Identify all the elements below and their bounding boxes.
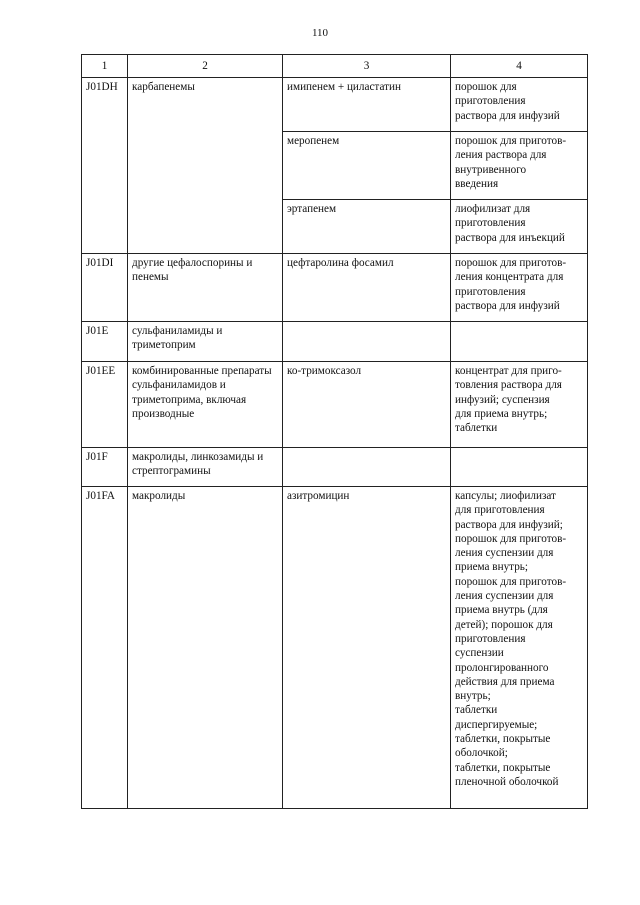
drug-cell bbox=[283, 322, 451, 362]
group-cell: сульфаниламиды и триметоприм bbox=[128, 322, 283, 362]
table-row bbox=[82, 322, 588, 362]
column-header-2: 2 bbox=[128, 55, 283, 78]
form-cell: порошок для приготов- ления концентрата для приготовления раствора для инфузий bbox=[451, 254, 588, 322]
table-row bbox=[82, 487, 588, 809]
form-cell: капсулы; лиофилизат для приготовления раствора для инфузий; порошок для приготов- ления суспензии для приема внутрь; порошок для приготов- ления суспензии для приема внутрь (для детей); порошок для приготовления суспензии пролонгированного действия для приема внутрь; таблетки диспергируемые; таблетки, покрытые оболочкой; таблетки, покрытые пленочной оболочкой bbox=[451, 487, 588, 809]
group-cell: макролиды, линкозамиды и стрептограмины bbox=[128, 448, 283, 487]
form-cell: лиофилизат для приготовления раствора для инъекций bbox=[451, 200, 588, 254]
group-cell: другие цефалоспорины и пенемы bbox=[128, 254, 283, 322]
drug-cell: эртапенем bbox=[283, 200, 451, 254]
column-header-3: 3 bbox=[283, 55, 451, 78]
group-cell: комбинированные препараты сульфаниламидов и триметоприма, включая производные bbox=[128, 362, 283, 448]
table-row bbox=[82, 254, 588, 322]
table-header-row bbox=[82, 55, 588, 78]
drug-cell: цефтаролина фосамил bbox=[283, 254, 451, 322]
atc-code-cell: J01DH bbox=[82, 78, 128, 254]
drug-table bbox=[81, 54, 588, 809]
table-row bbox=[82, 448, 588, 487]
drug-cell: ко-тримоксазол bbox=[283, 362, 451, 448]
page-number: 110 bbox=[311, 27, 329, 39]
drug-cell: азитромицин bbox=[283, 487, 451, 809]
atc-code-cell: J01FA bbox=[82, 487, 128, 809]
atc-code-cell: J01EE bbox=[82, 362, 128, 448]
atc-code-cell: J01E bbox=[82, 322, 128, 362]
form-cell bbox=[451, 322, 588, 362]
drug-cell: имипенем + циластатин bbox=[283, 78, 451, 132]
atc-code-cell: J01F bbox=[82, 448, 128, 487]
form-cell bbox=[451, 448, 588, 487]
column-header-1: 1 bbox=[82, 55, 128, 78]
form-cell: концентрат для приго- товления раствора для инфузий; суспензия для приема внутрь; таблетки bbox=[451, 362, 588, 448]
form-cell: порошок для приготовления раствора для инфузий bbox=[451, 78, 588, 132]
form-cell: порошок для приготов- ления раствора для внутривенного введения bbox=[451, 132, 588, 200]
drug-cell bbox=[283, 448, 451, 487]
column-header-4: 4 bbox=[451, 55, 588, 78]
table-row bbox=[82, 78, 588, 132]
group-cell: карбапенемы bbox=[128, 78, 283, 254]
atc-code-cell: J01DI bbox=[82, 254, 128, 322]
drug-cell: меропенем bbox=[283, 132, 451, 200]
table-row bbox=[82, 362, 588, 448]
group-cell: макролиды bbox=[128, 487, 283, 809]
